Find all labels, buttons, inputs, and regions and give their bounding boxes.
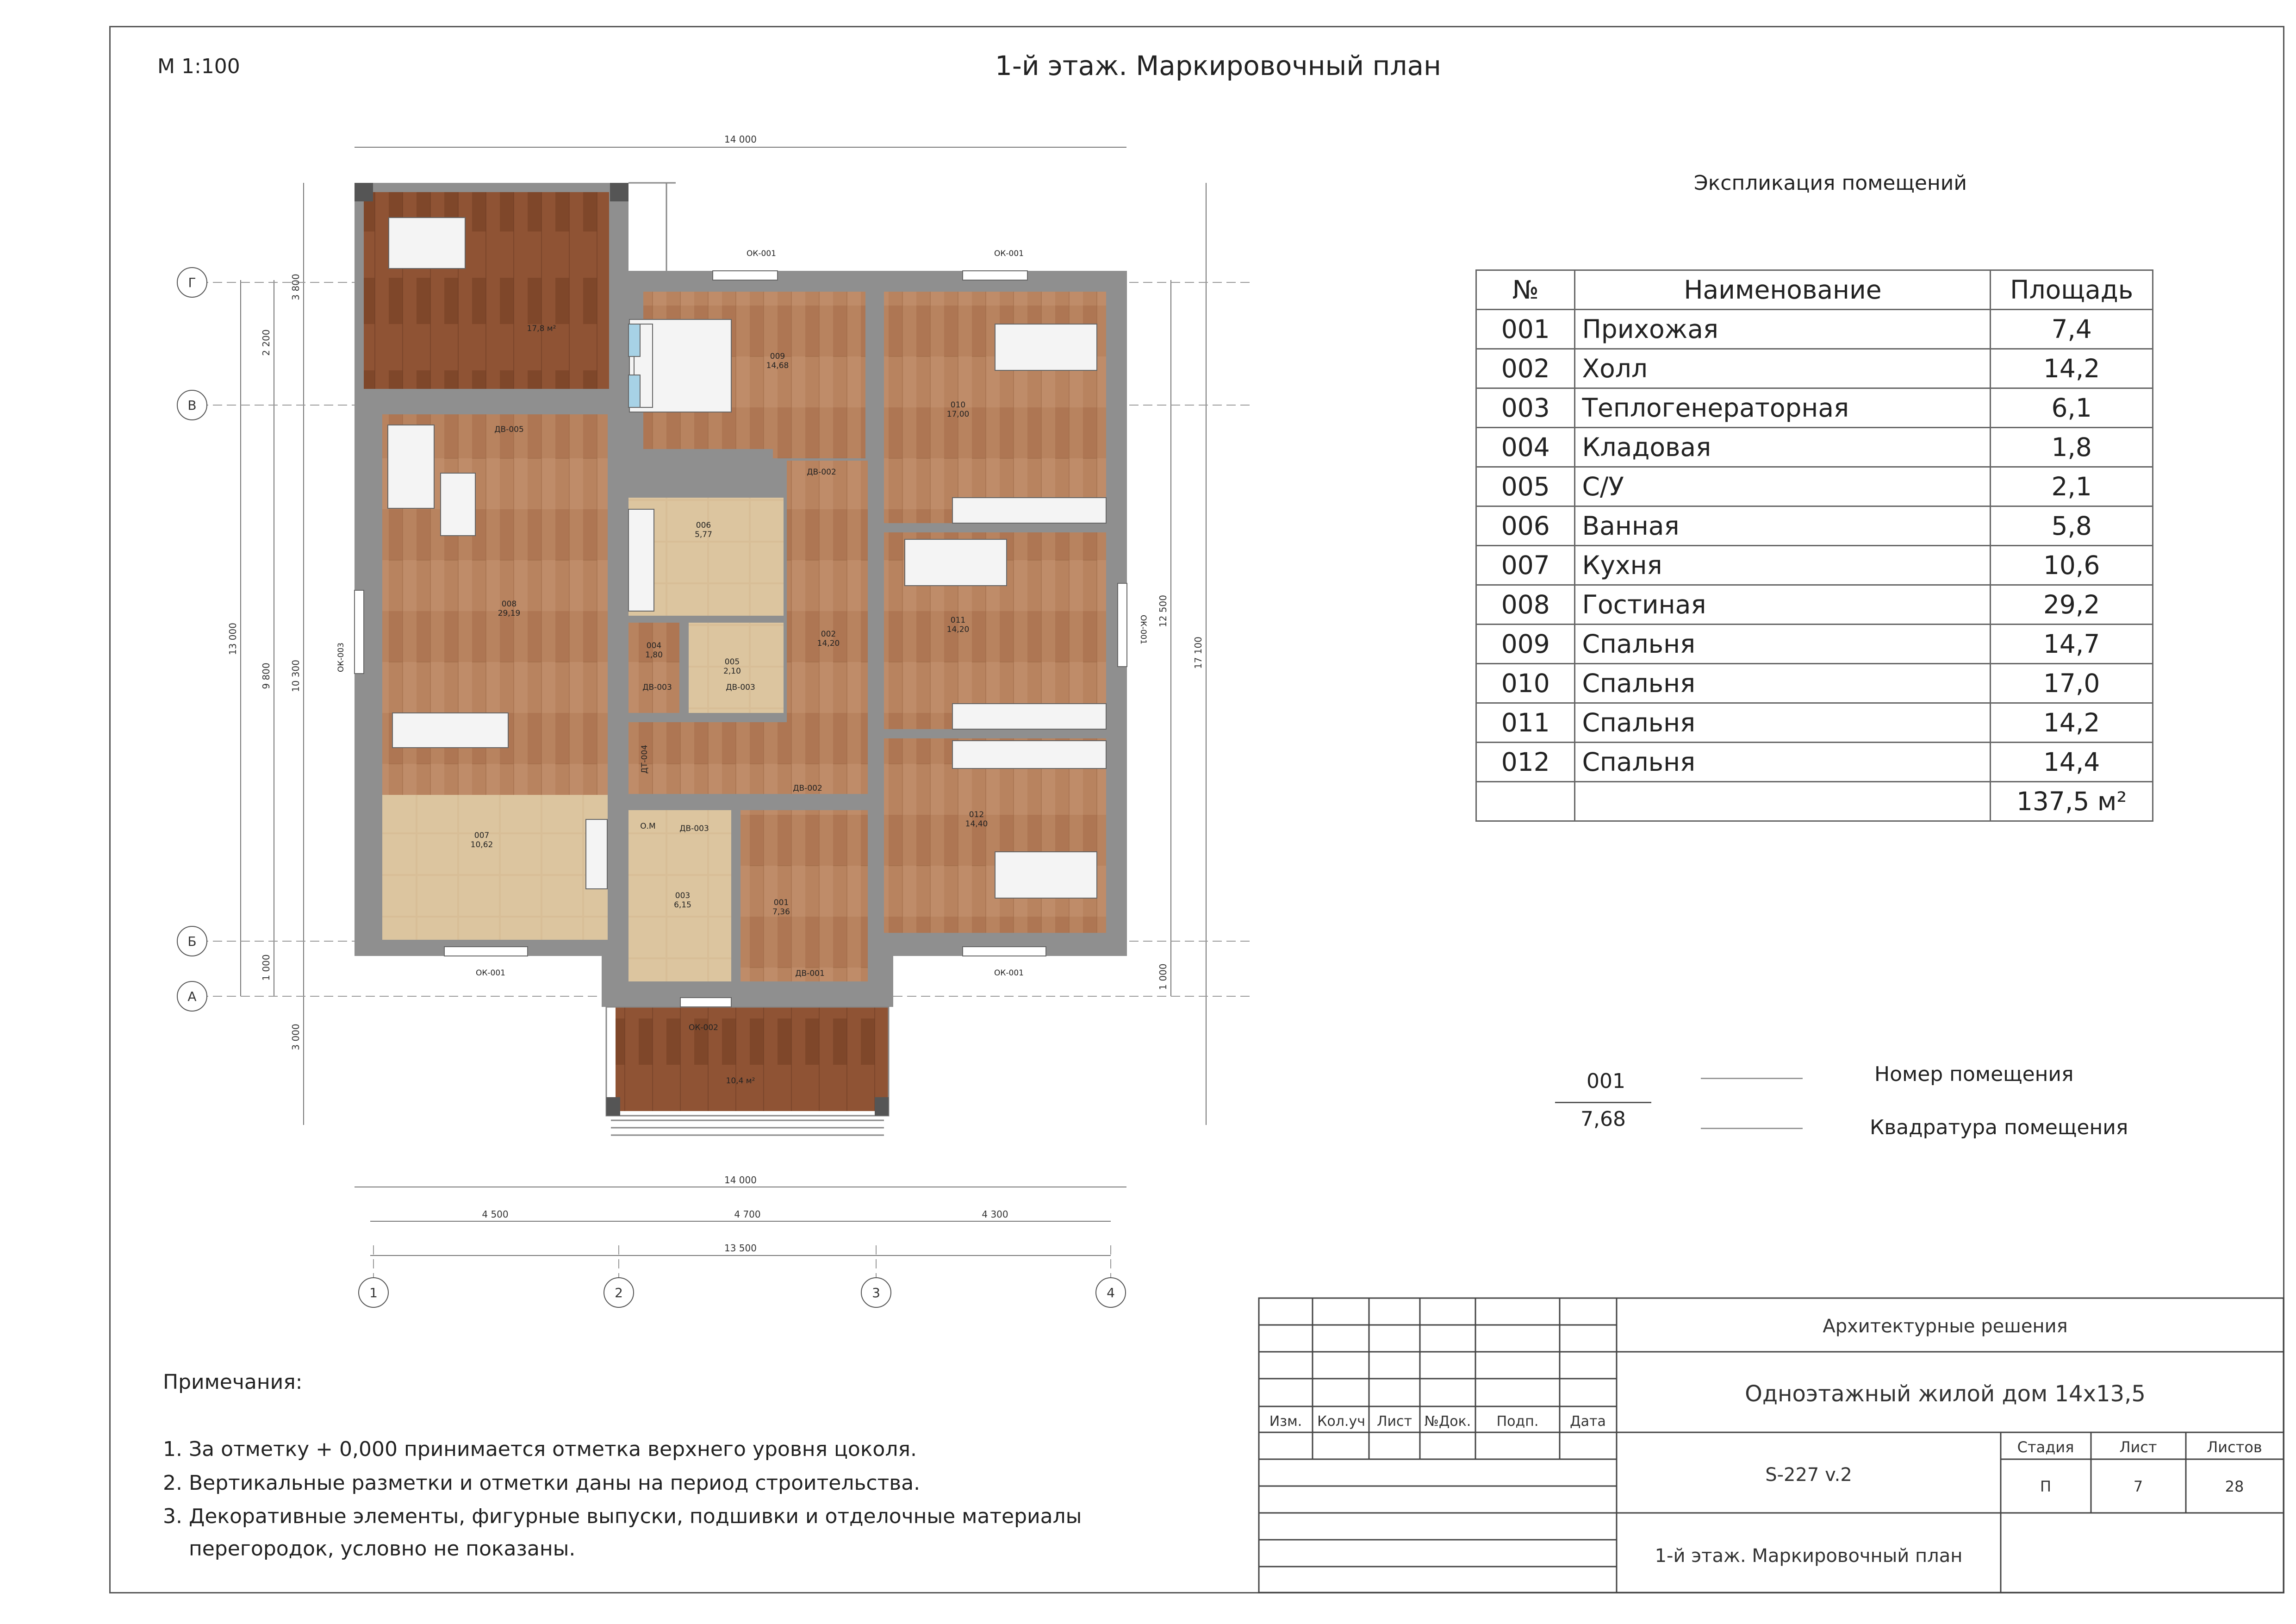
dim-left-a: 2 200 <box>261 329 272 356</box>
room-009-area: 14,68 <box>766 361 789 370</box>
row-name: Ванная <box>1575 506 1991 546</box>
row-name: Кухня <box>1575 546 1991 585</box>
mark-ok003: ОК-003 <box>336 642 346 673</box>
row-num: 009 <box>1476 625 1575 664</box>
room-003-area: 6,15 <box>674 900 691 910</box>
room-012-num: 012 <box>969 810 984 819</box>
row-area: 17,0 <box>1991 664 2153 703</box>
table-row <box>1476 585 2153 625</box>
row-area: 10,6 <box>1991 546 2153 585</box>
room-003-num: 003 <box>675 891 691 900</box>
table-row <box>1476 467 2153 506</box>
row-area: 6,1 <box>1991 388 2153 428</box>
row-name: Кладовая <box>1575 428 1991 467</box>
row-name: Спальня <box>1575 625 1991 664</box>
row-name: Прихожая <box>1575 310 1991 349</box>
table-row <box>1476 388 2153 428</box>
explication-title: Экспликация помещений <box>1694 171 1967 195</box>
axis-g: Г <box>188 275 196 290</box>
room-007-num: 007 <box>474 831 490 840</box>
room-009-num: 009 <box>770 352 785 361</box>
room-005-area: 2,10 <box>723 667 741 676</box>
explication-table <box>1475 269 2153 822</box>
row-num: 010 <box>1476 664 1575 703</box>
tb-project: Одноэтажный жилой дом 14х13,5 <box>1745 1381 2146 1407</box>
header-num: № <box>1476 270 1575 310</box>
mark-boiler: О.М <box>640 822 656 831</box>
axis-b: Б <box>187 934 197 949</box>
header-area: Площадь <box>1991 270 2153 310</box>
header-name: Наименование <box>1575 270 1991 310</box>
legend-sample-number: 001 <box>1587 1069 1625 1093</box>
row-num: 012 <box>1476 743 1575 782</box>
room-007-area: 10,62 <box>470 840 493 849</box>
room-002-num: 002 <box>821 630 836 639</box>
notes-title: Примечания: <box>163 1370 303 1394</box>
row-num: 004 <box>1476 428 1575 467</box>
title-block <box>1258 1297 2284 1593</box>
legend-line-2 <box>1701 1128 1803 1129</box>
note-4: перегородок, условно не показаны. <box>163 1537 576 1561</box>
room-004-num: 004 <box>646 641 662 650</box>
room-011-num: 011 <box>950 616 966 625</box>
axis-v: В <box>187 398 197 413</box>
mark-dv001: ДВ-001 <box>795 969 825 978</box>
dim-right-a: 12 500 <box>1157 595 1169 627</box>
tb-sheet-header: Лист <box>2119 1438 2157 1456</box>
table-header-row <box>1476 270 2153 310</box>
dim-left2-c: 3 000 <box>290 1024 301 1050</box>
dim-left2-a: 3 800 <box>290 274 301 300</box>
row-name: Теплогенераторная <box>1575 388 1991 428</box>
axis-1: 1 <box>369 1285 378 1300</box>
room-006-area: 5,77 <box>695 530 712 539</box>
room-006-num: 006 <box>696 521 711 530</box>
dim-right-c: 1 000 <box>1157 963 1169 990</box>
mark-ok001-e: ОК-001 <box>1139 614 1148 645</box>
row-num: 008 <box>1476 585 1575 625</box>
room-002-area: 14,20 <box>817 639 840 648</box>
total-empty-1 <box>1476 782 1575 821</box>
room-001-area: 7,36 <box>772 907 790 917</box>
tb-sheet: 7 <box>2133 1478 2143 1495</box>
row-name: Спальня <box>1575 664 1991 703</box>
tb-col-list: Лист <box>1376 1413 1412 1430</box>
row-num: 011 <box>1476 703 1575 743</box>
row-area: 7,4 <box>1991 310 2153 349</box>
tb-col-izm: Изм. <box>1269 1413 1302 1430</box>
table-row <box>1476 703 2153 743</box>
tb-sheets: 28 <box>2225 1478 2244 1495</box>
table-row <box>1476 506 2153 546</box>
row-name: Спальня <box>1575 703 1991 743</box>
table-row <box>1476 664 2153 703</box>
room-008-area: 29,19 <box>498 609 521 618</box>
total-empty-2 <box>1575 782 1991 821</box>
dim-bottom-total: 14 000 <box>724 1174 757 1186</box>
note-3: 3. Декоративные элементы, фигурные выпуски, подшивки и отделочные материалы <box>163 1505 1082 1528</box>
legend-divider <box>1555 1102 1651 1103</box>
tb-col-doc: №Док. <box>1424 1413 1471 1430</box>
row-name: Спальня <box>1575 743 1991 782</box>
dim-left-outer: 13 000 <box>227 623 238 655</box>
dim-left2-b: 10 300 <box>290 660 301 692</box>
mark-dv003-a: ДВ-003 <box>642 683 672 692</box>
axis-2: 2 <box>615 1285 623 1300</box>
floor-plan <box>0 0 1250 1333</box>
row-area: 14,2 <box>1991 349 2153 388</box>
legend-number-label: Номер помещения <box>1874 1062 2074 1086</box>
axis-4: 4 <box>1107 1285 1115 1300</box>
terrace-top-area: 17,8 м² <box>527 324 556 333</box>
dim-seg-1: 4 500 <box>482 1209 509 1220</box>
terrace-bottom-area: 10,4 м² <box>726 1076 755 1086</box>
mark-dv005: ДВ-005 <box>494 425 524 434</box>
dim-left-b: 9 800 <box>261 662 272 689</box>
legend-line-1 <box>1701 1078 1803 1079</box>
room-005-num: 005 <box>724 657 740 667</box>
dim-top: 14 000 <box>724 134 757 145</box>
table-total-row <box>1476 782 2153 821</box>
total-area: 137,5 м² <box>1991 782 2153 821</box>
tb-section: Архитектурные решения <box>1823 1316 2068 1337</box>
axis-a: А <box>187 989 197 1004</box>
mark-ok001-d: ОК-001 <box>994 968 1024 978</box>
row-num: 003 <box>1476 388 1575 428</box>
tb-code: S-227 v.2 <box>1765 1464 1852 1486</box>
room-001-num: 001 <box>773 898 789 907</box>
dim-seg-2: 4 700 <box>734 1209 761 1220</box>
scale-label: М 1:100 <box>157 55 240 78</box>
row-num: 001 <box>1476 310 1575 349</box>
table-row <box>1476 310 2153 349</box>
row-num: 006 <box>1476 506 1575 546</box>
row-name: Гостиная <box>1575 585 1991 625</box>
tb-col-podp: Подп. <box>1496 1413 1539 1430</box>
row-area: 14,7 <box>1991 625 2153 664</box>
row-num: 007 <box>1476 546 1575 585</box>
room-010-area: 17,00 <box>946 410 970 419</box>
axis-3: 3 <box>872 1285 880 1300</box>
row-area: 1,8 <box>1991 428 2153 467</box>
row-area: 5,8 <box>1991 506 2153 546</box>
dim-bottom-axes: 13 500 <box>724 1243 757 1254</box>
tb-sheets-header: Листов <box>2207 1438 2262 1456</box>
tb-col-data: Дата <box>1570 1413 1606 1430</box>
tb-stage-header: Стадия <box>2017 1438 2074 1456</box>
room-011-area: 14,20 <box>946 625 970 634</box>
sheet-title: 1-й этаж. Маркировочный план <box>995 50 1441 81</box>
row-num: 002 <box>1476 349 1575 388</box>
table-row <box>1476 349 2153 388</box>
tb-stage: П <box>2040 1478 2052 1495</box>
mark-dt004: ДТ-004 <box>640 744 649 774</box>
legend-sample-area: 7,68 <box>1580 1107 1626 1131</box>
dim-left-c: 1 000 <box>261 954 272 981</box>
row-num: 005 <box>1476 467 1575 506</box>
mark-ok001-b: ОК-001 <box>994 249 1024 258</box>
table-row <box>1476 546 2153 585</box>
mark-ok001-c: ОК-001 <box>475 968 506 978</box>
mark-dv003-b: ДВ-003 <box>726 683 755 692</box>
row-area: 29,2 <box>1991 585 2153 625</box>
legend-area-label: Квадратура помещения <box>1870 1116 2128 1139</box>
dim-right-b: 17 100 <box>1193 637 1204 669</box>
mark-ok001-a: ОК-001 <box>746 249 777 258</box>
tb-col-koluch: Кол.уч <box>1317 1413 1365 1430</box>
mark-dv003-c: ДВ-003 <box>679 824 709 833</box>
note-1: 1. За отметку + 0,000 принимается отметка верхнего уровня цоколя. <box>163 1437 917 1461</box>
row-name: С/У <box>1575 467 1991 506</box>
room-008-num: 008 <box>501 600 517 609</box>
mark-dv002-a: ДВ-002 <box>807 468 836 477</box>
row-area: 14,4 <box>1991 743 2153 782</box>
room-012-area: 14,40 <box>965 819 988 829</box>
row-area: 14,2 <box>1991 703 2153 743</box>
room-004-area: 1,80 <box>645 650 663 660</box>
terrace-bottom <box>616 1007 889 1111</box>
note-2: 2. Вертикальные разметки и отметки даны на период строительства. <box>163 1471 921 1495</box>
room-010-num: 010 <box>950 400 966 410</box>
mark-ok002: ОК-002 <box>688 1023 719 1032</box>
row-area: 2,1 <box>1991 467 2153 506</box>
mark-dv002-b: ДВ-002 <box>793 784 822 793</box>
table-row <box>1476 428 2153 467</box>
table-row <box>1476 743 2153 782</box>
table-row <box>1476 625 2153 664</box>
dim-seg-3: 4 300 <box>982 1209 1008 1220</box>
row-name: Холл <box>1575 349 1991 388</box>
tb-drawing-name: 1-й этаж. Маркировочный план <box>1655 1545 1963 1567</box>
